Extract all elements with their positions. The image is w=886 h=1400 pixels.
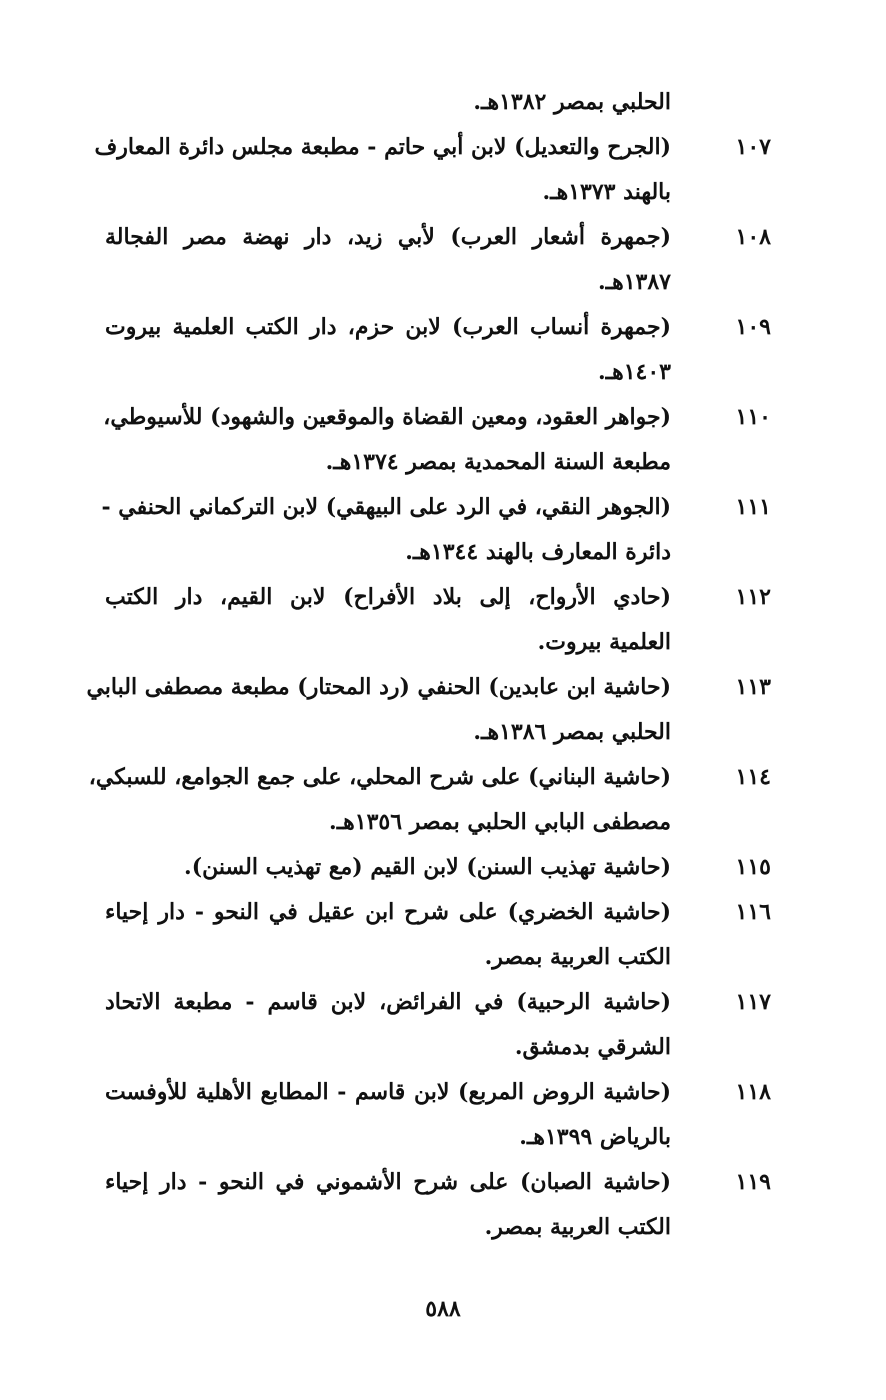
entry-line-first: (جمهرة أنساب العرب) لابن حزم، دار الكتب العلمية بيروت <box>105 314 671 340</box>
bibliography-entry <box>86 665 771 755</box>
entry-line-first: (الجرح والتعديل) لابن أبي حاتم - مطبعة مجلس دائرة المعارف <box>94 134 671 160</box>
bibliography-entry <box>105 395 771 485</box>
entry-number: ١١٩ <box>735 1169 771 1195</box>
bibliography-entry <box>88 755 771 845</box>
entry-line-second: الحلبي بمصر ١٣٨٦هـ. <box>473 719 671 745</box>
entry-line-first: (حاشية البناني) على شرح المحلي، على جمع الجوامع، للسبكي، <box>88 764 671 790</box>
entry-number: ١١٢ <box>735 584 771 610</box>
entry-line-second: مطبعة السنة المحمدية بمصر ١٣٧٤هـ. <box>325 449 671 475</box>
entry-number: ١٠٨ <box>735 224 771 250</box>
entry-line-second: دائرة المعارف بالهند ١٣٤٤هـ. <box>405 539 671 565</box>
entry-number: ١١٠ <box>735 404 771 430</box>
bibliography-entry <box>105 305 771 395</box>
entry-number: ١١٦ <box>735 899 771 925</box>
entry-number: ١٠٩ <box>735 314 771 340</box>
entry-line-second: الكتب العربية بمصر. <box>484 1214 671 1240</box>
entry-text <box>105 1070 671 1160</box>
entry-line-first: (جواهر العقود، ومعين القضاة والموقعين والشهود) للأسيوطي، <box>103 404 671 430</box>
entry-text <box>86 665 671 755</box>
entry-line-first: (حاشية الخضري) على شرح ابن عقيل في النحو - دار إحياء <box>105 899 671 925</box>
entry-line-first: (حاشية الرحبية) في الفرائض، لابن قاسم - مطبعة الاتحاد <box>105 989 671 1015</box>
entry-line-second: العلمية بيروت. <box>537 629 671 655</box>
entry-line-second: ١٤٠٣هـ. <box>598 359 671 385</box>
entry-text <box>101 485 671 575</box>
entry-text <box>95 125 672 215</box>
entry-text <box>105 575 671 665</box>
bibliography-entry <box>94 125 771 215</box>
entry-number: ١١١ <box>735 494 771 520</box>
entry-text <box>105 1160 671 1250</box>
entry-text <box>105 845 671 890</box>
entry-line-first: (حادي الأرواح، إلى بلاد الأفراح) لابن القيم، دار الكتب <box>105 584 671 610</box>
entry-text <box>105 305 671 395</box>
entry-line-second: بالرياض ١٣٩٩هـ. <box>519 1124 671 1150</box>
bibliography-entry <box>105 890 771 980</box>
entry-number: ١٠٧ <box>735 134 771 160</box>
entry-line-first: (حاشية الصبان) على شرح الأشموني في النحو - دار إحياء <box>105 1169 671 1195</box>
entry-line-second: بالهند ١٣٧٣هـ. <box>542 179 671 205</box>
entry-line-first: (جمهرة أشعار العرب) لأبي زيد، دار نهضة مصر الفجالة <box>105 224 671 250</box>
bibliography-entry <box>105 1160 771 1250</box>
entry-line-first: (الجوهر النقي، في الرد على البيهقي) لابن التركماني الحنفي - <box>101 494 671 520</box>
entry-number: ١١٧ <box>735 989 771 1015</box>
bibliography-entry <box>101 485 771 575</box>
entry-number: ١١٤ <box>735 764 771 790</box>
entry-text <box>105 890 671 980</box>
bibliography-entry <box>105 575 771 665</box>
entry-line-first: (حاشية تهذيب السنن) لابن القيم (مع تهذيب السنن). <box>184 854 671 880</box>
bibliography-entry <box>105 980 771 1070</box>
bibliography-entry <box>105 1070 771 1160</box>
entry-number: ١١٥ <box>735 854 771 880</box>
entry-text <box>105 980 671 1070</box>
entry-text <box>105 215 671 305</box>
entry-line-first: (حاشية الروض المربع) لابن قاسم - المطابع الأهلية للأوفست <box>105 1079 671 1105</box>
bibliography-entry <box>105 215 771 305</box>
bibliography-list <box>86 80 771 1250</box>
bibliography-entry <box>105 845 771 890</box>
entry-number: ١١٨ <box>735 1079 771 1105</box>
page-number: ٥٨٨ <box>425 1296 461 1322</box>
entry-line-second: ١٣٨٧هـ. <box>598 269 671 295</box>
entry-line-second: الشرقي بدمشق. <box>514 1034 671 1060</box>
entry-number: ١١٣ <box>735 674 771 700</box>
entry-line-first: (حاشية ابن عابدين) الحنفي (رد المحتار) مطبعة مصطفى البابي <box>86 674 671 700</box>
entry-text <box>103 395 671 485</box>
entry-line-second: الكتب العربية بمصر. <box>484 944 671 970</box>
entry-text <box>89 755 671 845</box>
continuation-line: الحلبي بمصر ١٣٨٢هـ. <box>473 89 671 115</box>
entry-line-second: مصطفى البابي الحلبي بمصر ١٣٥٦هـ. <box>329 809 671 835</box>
